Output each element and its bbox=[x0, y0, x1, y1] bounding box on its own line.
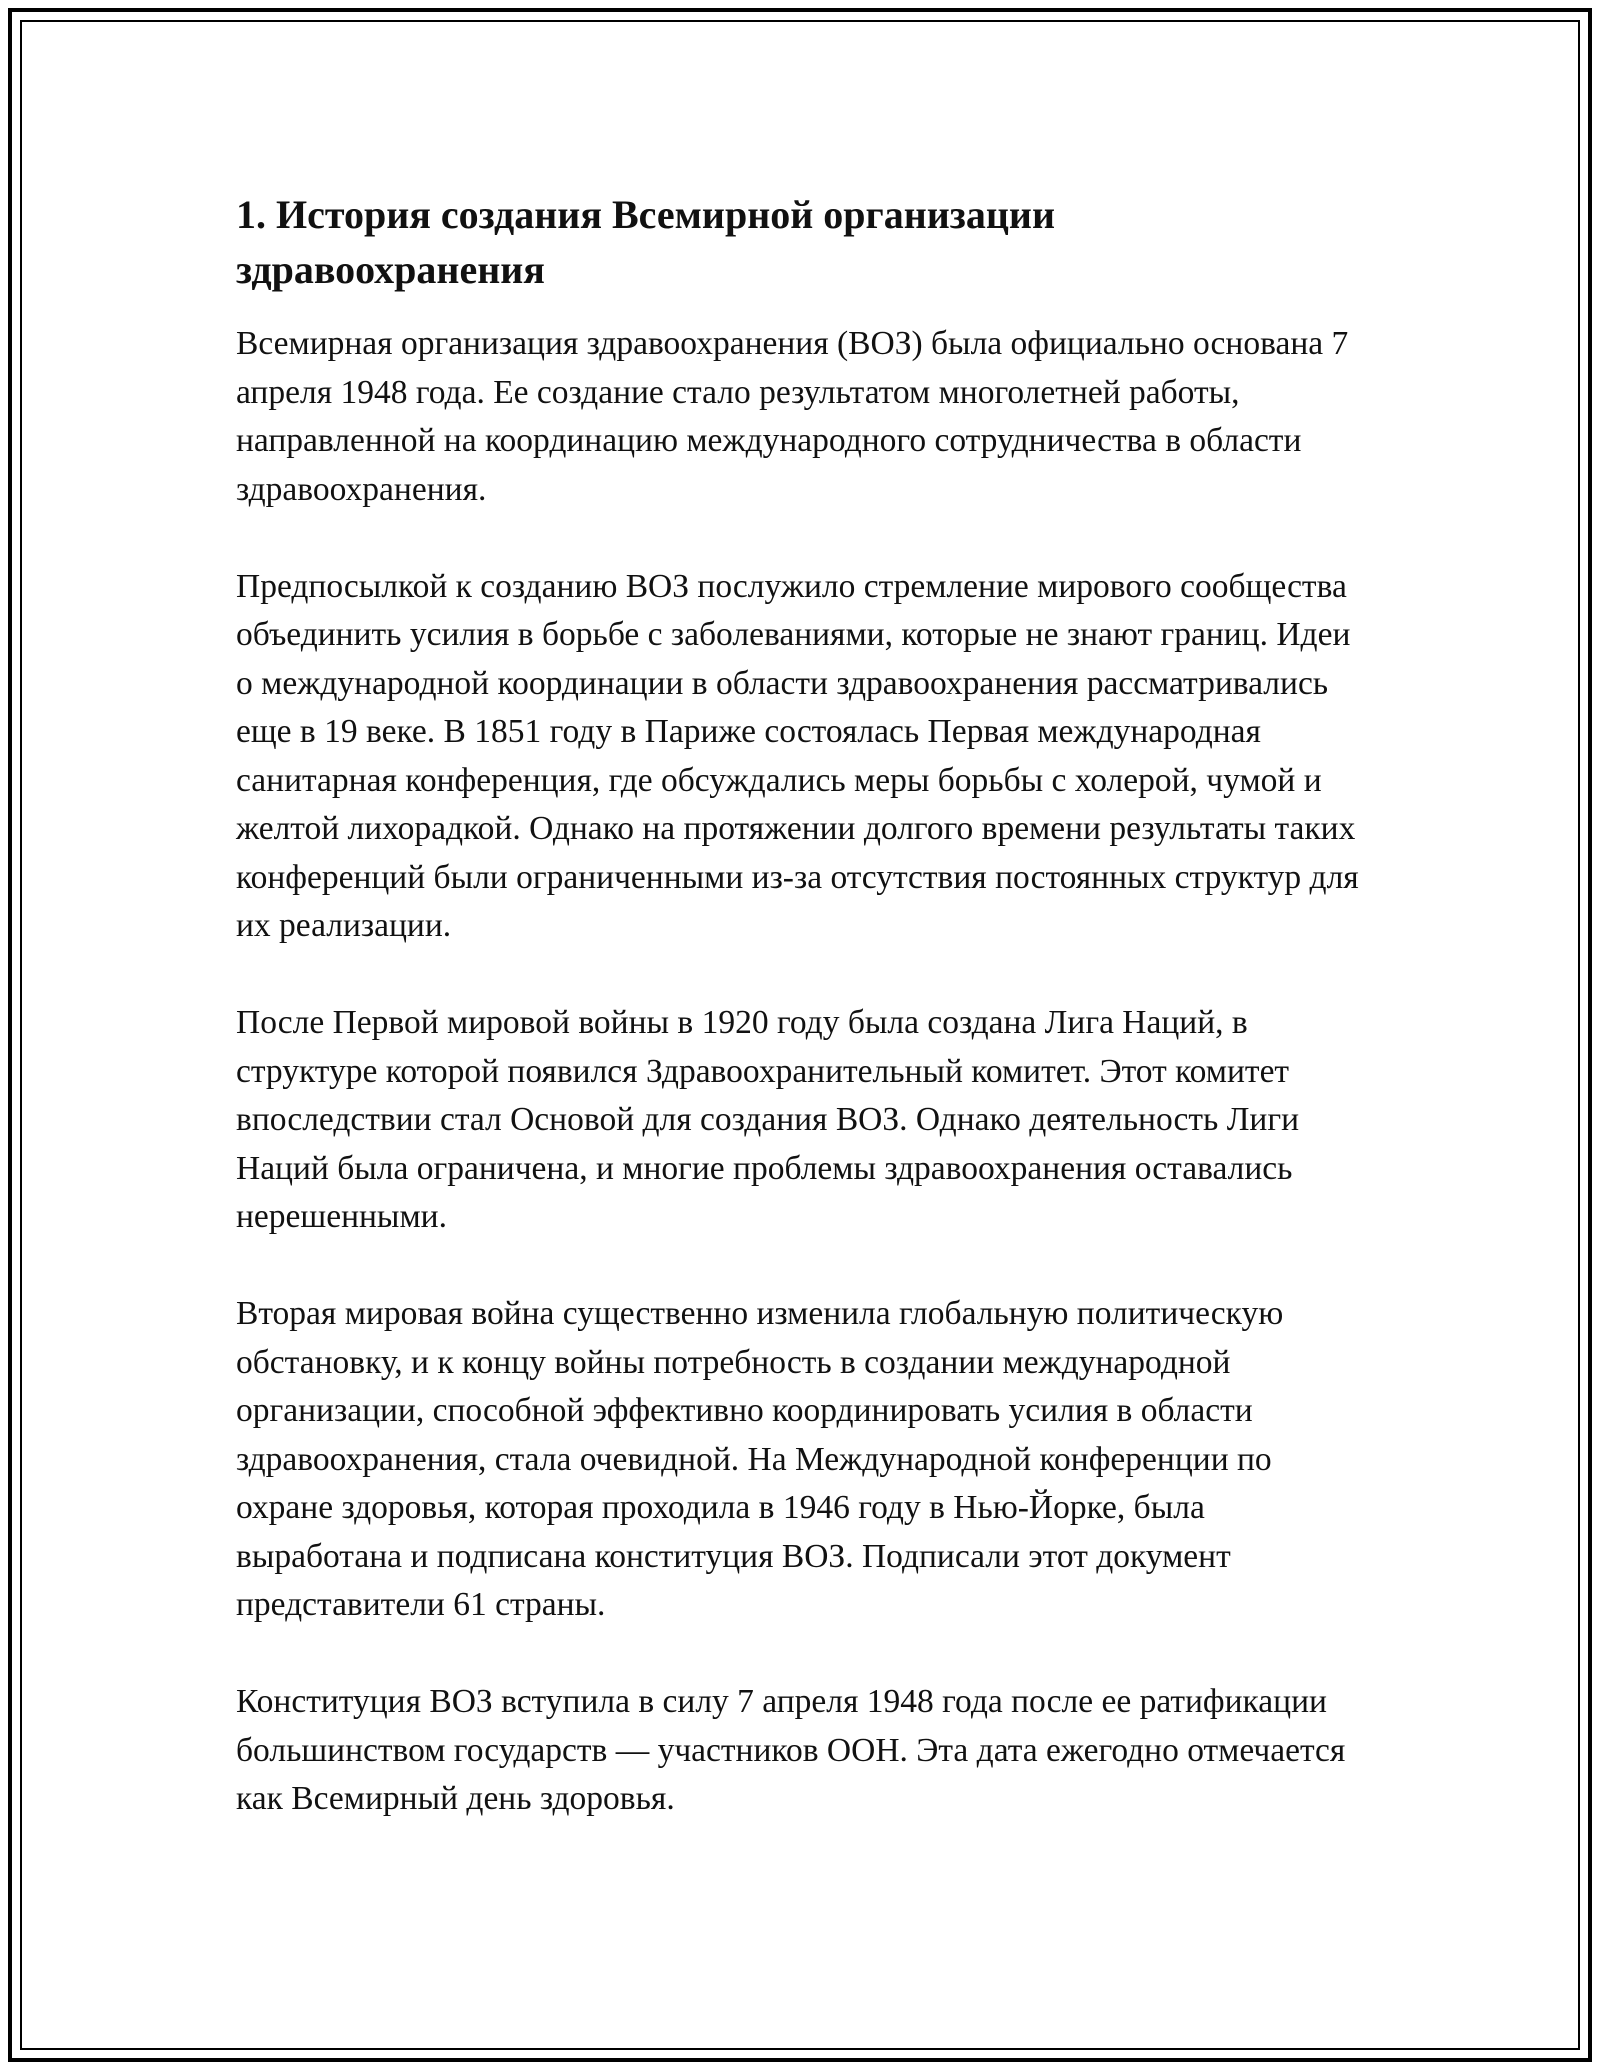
paragraph-world-war-two: Вторая мировая война существенно изменила глобальную политическую обстановку, и к концу войны потребность в создании международной организации, способной эффективно координировать усилия в области здравоохранения, стала очевидной. На Международной конференции по охране здоровья, которая проходила в 1946 году в Нью-Йорке, была выработана и подписана конституция ВОЗ. Подписали этот документ представители 61 страны. bbox=[236, 1295, 1284, 1623]
paragraph-prerequisites: Предпосылкой к созданию ВОЗ послужило стремление мирового сообщества объединить усилия в борьбе с заболеваниями, которые не знают границ. Идеи о международной координации в области здравоохранения рассматривались еще в 19 веке. В 1851 году в Париже состоялась Первая международная санитарная конференция, где обсуждались меры борьбы с холерой, чумой и желтой лихорадкой. Однако на протяжении долгого времени результаты таких конференций были ограниченными из-за отсутствия постоянных структур для их реализации. bbox=[236, 567, 1359, 944]
section-heading bbox=[236, 187, 1364, 297]
document-body bbox=[236, 187, 1364, 1824]
paragraph-founding: Всемирная организация здравоохранения (ВОЗ) была официально основана 7 апреля 1948 года. Ее создание стало результатом многолетней работы, направленной на координацию международного сотрудничества в области здравоохранения. bbox=[236, 325, 1349, 508]
section-heading-line-1: 1. История создания Всемирной организации bbox=[236, 192, 1056, 237]
paragraph-constitution: Конституция ВОЗ вступила в силу 7 апреля 1948 года после ее ратификации большинством государств — участников ООН. Эта дата ежегодно отмечается как Всемирный день здоровья. bbox=[236, 1683, 1346, 1817]
paragraph-league-of-nations: После Первой мировой войны в 1920 году была создана Лига Наций, в структуре которой появился Здравоохранительный комитет. Этот комитет впоследствии стал Основой для создания ВОЗ. Однако деятельность Лиги Наций была ограничена, и многие проблемы здравоохранения оставались нерешенными. bbox=[236, 1004, 1300, 1235]
section-heading-line-2: здравоохранения bbox=[236, 247, 545, 292]
